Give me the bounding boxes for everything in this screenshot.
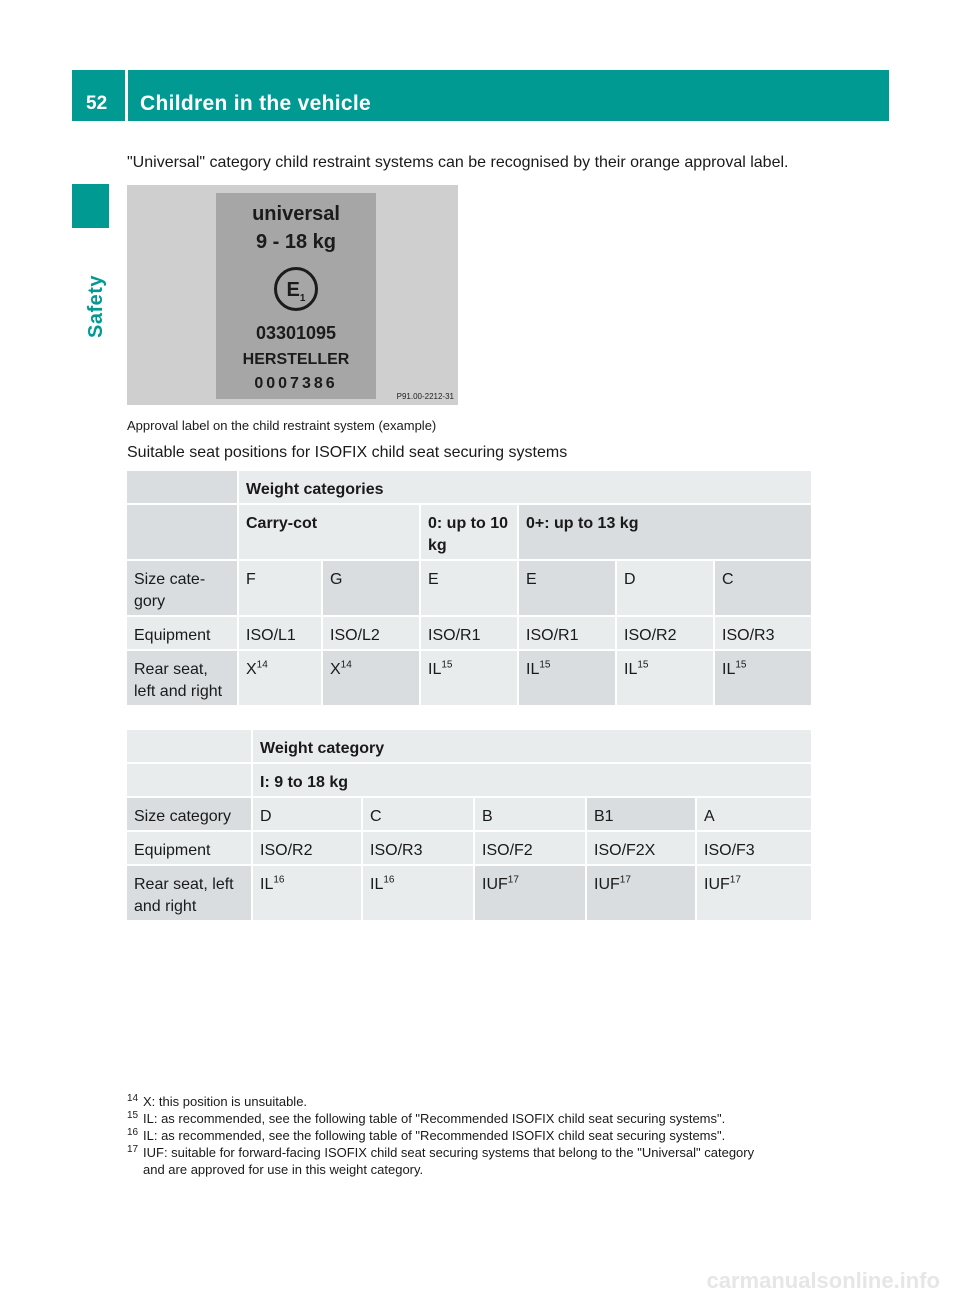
row-label-equipment: Equipment [127,832,253,866]
footnote-ref: 14 [256,659,268,671]
size-cell: E [519,561,617,617]
group-carry-cot: Carry-cot [239,505,421,561]
equipment-cell: ISO/R1 [519,617,617,651]
rear-value: IL [370,876,384,893]
size-cell: F [239,561,323,617]
e-mark-icon [274,267,318,311]
footnote-text: IUF: suitable for forward-facing ISOFIX child seat securing systems that belong to the "Universal" category [143,1145,755,1160]
equipment-cell: ISO/R3 [715,617,811,651]
footnote-text: and are approved for use in this weight category. [143,1162,424,1177]
label-serial: 0007386 [254,375,338,392]
size-cell: D [617,561,715,617]
rear-cell [697,866,811,922]
equipment-cell: ISO/R1 [421,617,519,651]
equipment-cell: ISO/R2 [253,832,363,866]
side-tab-label: Safety [85,274,107,338]
footnote-text: X: this position is unsuitable. [143,1094,308,1109]
intro-text: "Universal" category child restraint systems can be recognised by their orange approval label. [127,154,789,171]
image-caption: Approval label on the child restraint system (example) [127,418,437,433]
size-cell: E [421,561,519,617]
equipment-cell: ISO/R2 [617,617,715,651]
equipment-cell: ISO/L2 [323,617,421,651]
group-0-plus: 0+: up to 13 kg [519,505,811,561]
side-tab-marker [72,184,109,228]
footnote-ref: 16 [273,874,285,886]
footnote-number: 15 [127,1110,139,1121]
rear-value: IL [428,661,442,678]
footnote [127,1127,754,1144]
size-cell: D [253,798,363,832]
rear-value: X [246,661,257,678]
footnote-ref: 16 [383,874,395,886]
isofix-table-1 [127,471,811,707]
footnotes [127,1093,754,1178]
size-cell: C [363,798,475,832]
footnote-ref: 15 [539,659,551,671]
page-header [72,70,889,121]
rear-value: X [330,661,341,678]
rear-cell [519,651,617,707]
size-cell: G [323,561,421,617]
footnote-ref: 17 [729,874,741,886]
footnote-continuation [127,1161,754,1178]
footnote-number: 17 [127,1144,139,1155]
row-label-rear-seat: Rear seat, left and right [127,866,253,922]
rear-cell [363,866,475,922]
rear-cell [475,866,587,922]
rear-cell [587,866,697,922]
label-manufacturer: HERSTELLER [242,351,350,368]
footnote-ref: 17 [507,874,519,886]
equipment-cell: ISO/F2 [475,832,587,866]
label-category: universal [252,203,340,225]
isofix-table-2 [127,730,811,922]
size-cell: C [715,561,811,617]
size-cell: A [697,798,811,832]
approval-label-image [127,185,458,405]
rear-value: IUF [704,876,730,893]
group-I: I: 9 to 18 kg [253,764,811,798]
rear-cell [323,651,421,707]
table-corner [127,505,239,561]
footnote [127,1144,754,1161]
rear-value: IUF [482,876,508,893]
footnote-ref: 15 [735,659,747,671]
rear-value: IUF [594,876,620,893]
rear-cell [253,866,363,922]
footnote-number: 16 [127,1127,139,1138]
table-corner [127,730,253,764]
label-weight: 9 - 18 kg [255,231,337,253]
group-0: 0: up to 10 kg [421,505,519,561]
rear-cell [617,651,715,707]
weight-category-header: Weight category [253,730,811,764]
footnote-ref: 14 [340,659,352,671]
equipment-cell: ISO/R3 [363,832,475,866]
row-label-size: Size cate-gory [127,561,239,617]
equipment-cell: ISO/L1 [239,617,323,651]
header-divider [125,70,128,121]
rear-value: IL [624,661,638,678]
footnote [127,1093,754,1110]
table-corner [127,764,253,798]
table-subheading: Suitable seat positions for ISOFIX child seat securing systems [127,444,568,461]
footnote-ref: 15 [637,659,649,671]
row-label-equipment: Equipment [127,617,239,651]
equipment-cell: ISO/F3 [697,832,811,866]
rear-value: IL [722,661,736,678]
size-cell: B [475,798,587,832]
e-mark-letter: E [286,279,300,301]
rear-cell [715,651,811,707]
rear-cell [421,651,519,707]
equipment-cell: ISO/F2X [587,832,697,866]
rear-cell [239,651,323,707]
footnote-text: IL: as recommended, see the following table of "Recommended ISOFIX child seat securing systems". [143,1111,726,1126]
footnote [127,1110,754,1127]
watermark: carmanualsonline.info [706,1268,940,1293]
section-title: Children in the vehicle [140,92,371,115]
row-label-rear-seat: Rear seat, left and right [127,651,239,707]
footnote-ref: 15 [441,659,453,671]
table-corner [127,471,239,505]
page-number: 52 [86,93,108,114]
footnote-number: 14 [127,1093,139,1104]
weight-categories-header: Weight categories [239,471,811,505]
rear-value: IL [526,661,540,678]
image-code: P91.00-2212-31 [396,392,454,401]
label-approval-number: 03301095 [255,323,337,343]
e-mark-sub: 1 [299,293,306,304]
footnote-text: IL: as recommended, see the following table of "Recommended ISOFIX child seat securing systems". [143,1128,726,1143]
size-cell: B1 [587,798,697,832]
footnote-ref: 17 [619,874,631,886]
approval-label-plate [216,193,376,399]
rear-value: IL [260,876,274,893]
row-label-size: Size category [127,798,253,832]
